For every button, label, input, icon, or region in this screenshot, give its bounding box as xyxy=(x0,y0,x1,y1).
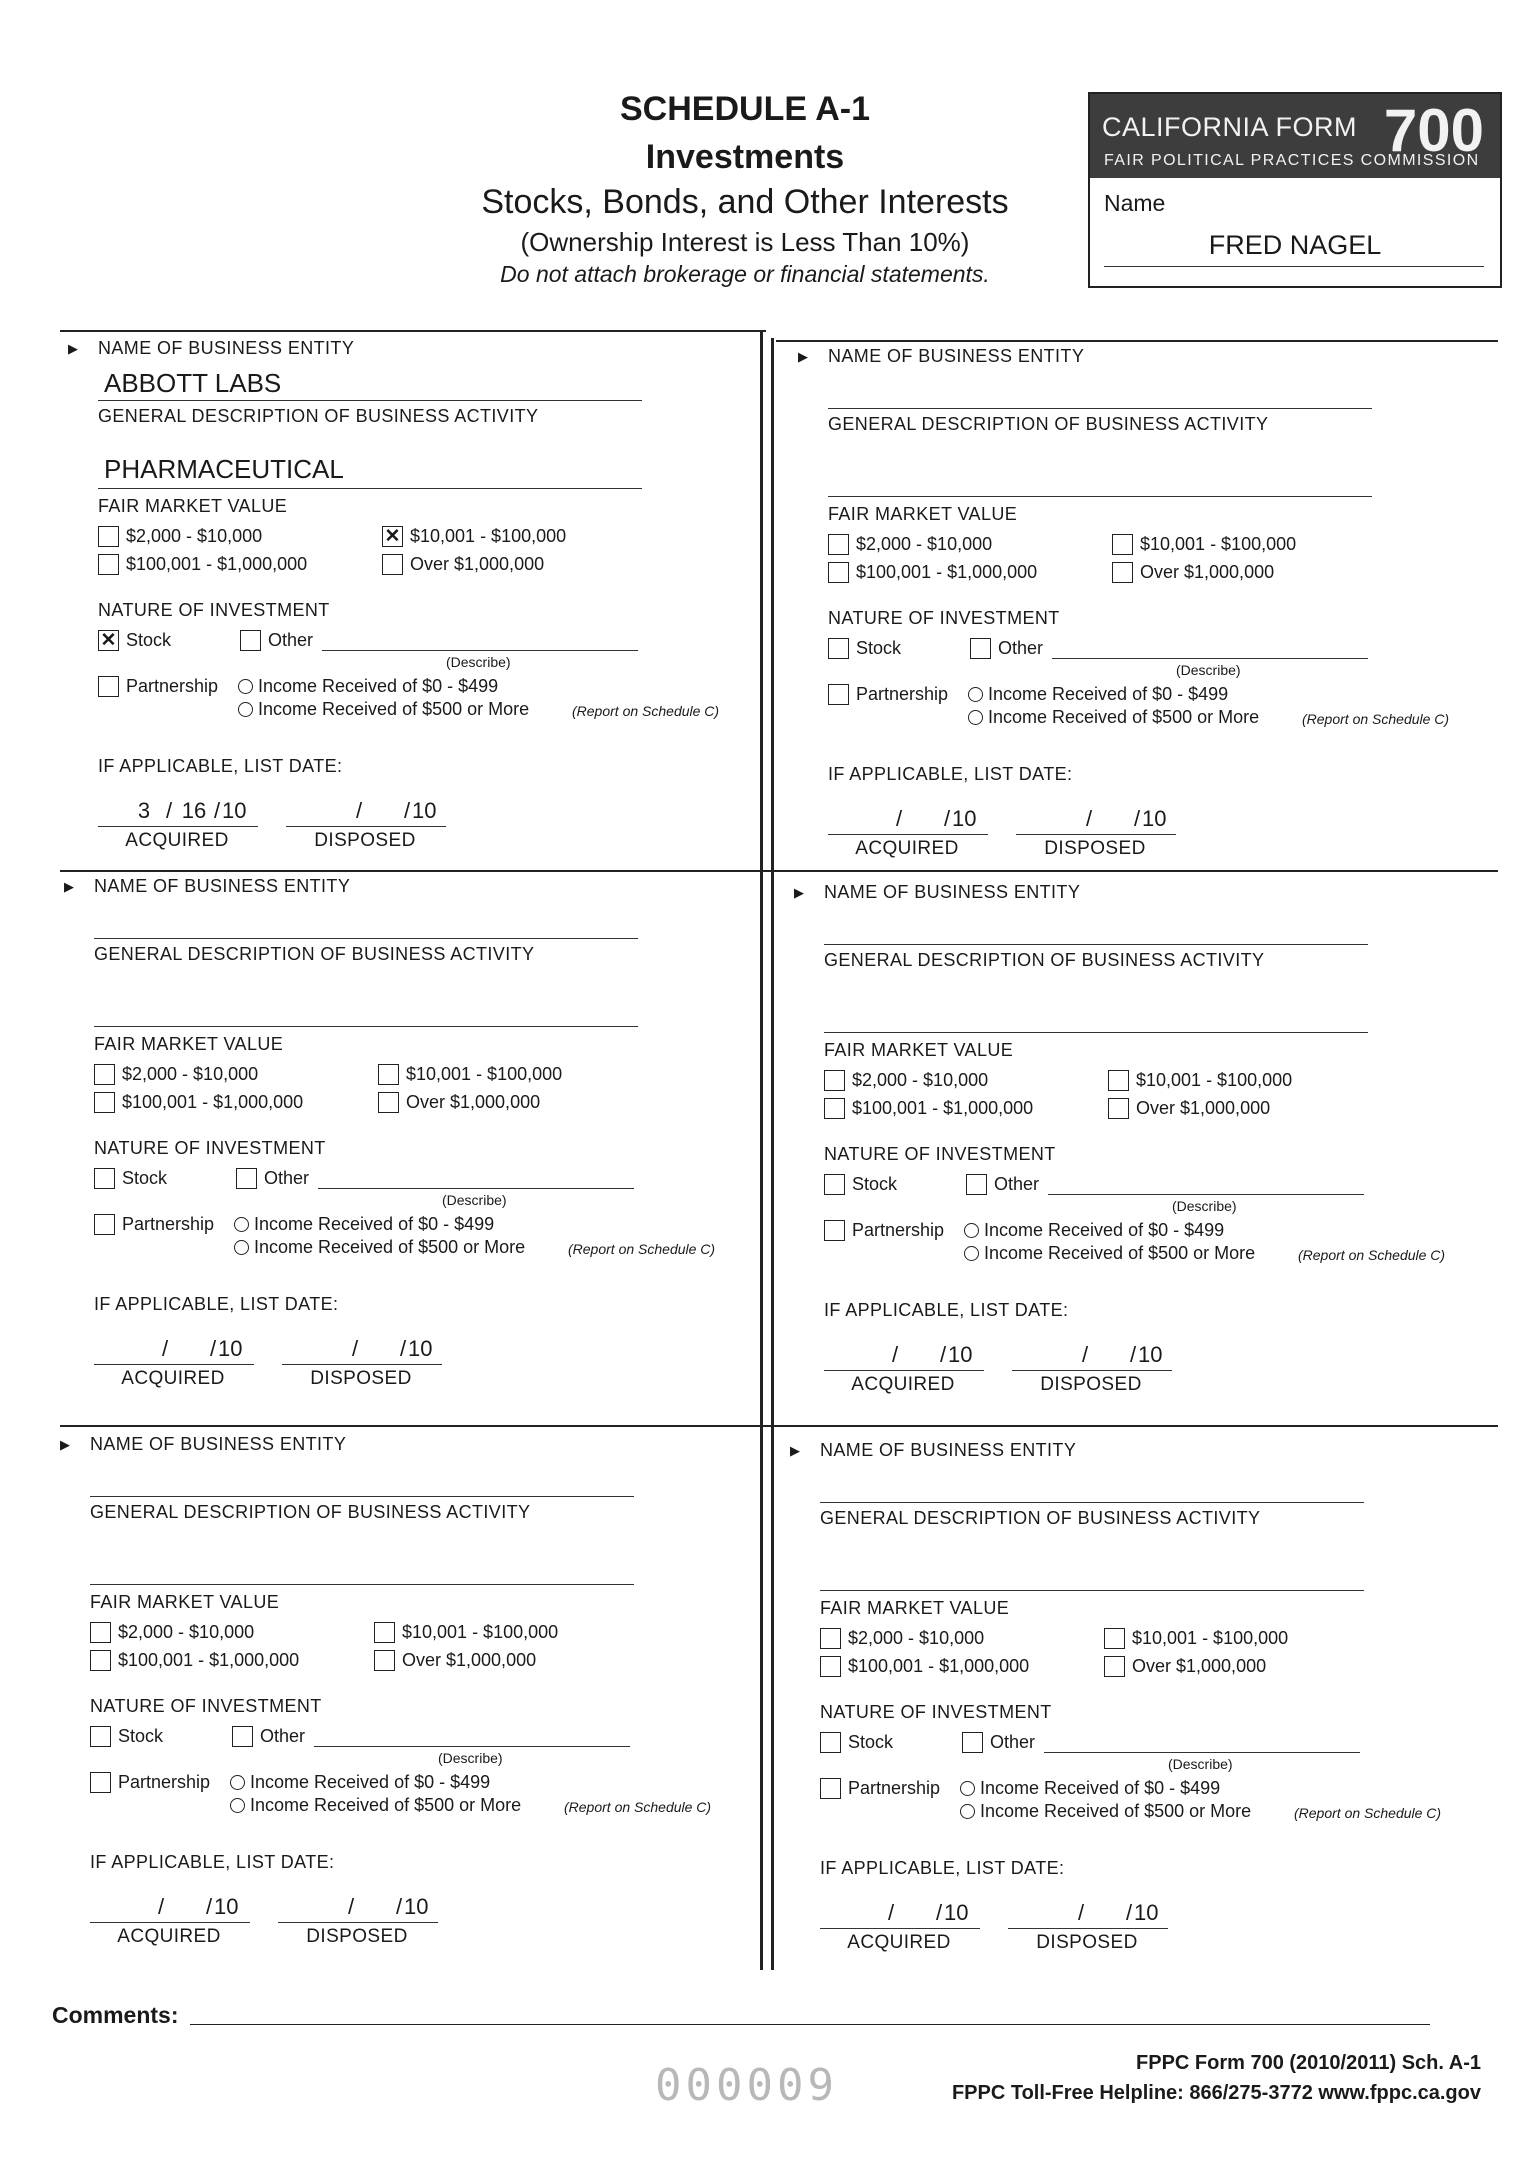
fmv-option-label: $10,001 - $100,000 xyxy=(1132,1628,1289,1648)
fmv-checkbox-10k-100k[interactable] xyxy=(374,1622,395,1643)
grid-column-divider-a xyxy=(760,330,763,1970)
acquired-underline xyxy=(90,1922,250,1923)
investment-panel-4 xyxy=(786,878,1476,1418)
list-date-label: IF APPLICABLE, LIST DATE: xyxy=(98,756,343,776)
partnership-checkbox[interactable] xyxy=(94,1214,115,1235)
acquired-year: 10 xyxy=(952,806,977,831)
list-date-label: IF APPLICABLE, LIST DATE: xyxy=(820,1858,1065,1878)
arrow-right-icon: ▶ xyxy=(798,349,808,364)
partnership-label: Partnership xyxy=(118,1772,211,1792)
income-low-label: Income Received of $0 - $499 xyxy=(988,684,1229,704)
date-separator: / xyxy=(1078,1900,1085,1925)
comments-field[interactable] xyxy=(190,2024,1430,2025)
acquired-label: ACQUIRED xyxy=(117,1926,221,1947)
schedule-c-note: (Report on Schedule C) xyxy=(1294,1805,1442,1821)
income-high-radio[interactable] xyxy=(238,702,253,717)
stock-checkbox[interactable] xyxy=(90,1726,111,1747)
date-separator: / xyxy=(896,806,903,831)
other-label: Other xyxy=(264,1168,310,1188)
stock-checkbox[interactable] xyxy=(828,638,849,659)
date-separator: / xyxy=(352,1336,359,1361)
schedule-c-note: (Report on Schedule C) xyxy=(564,1799,712,1815)
entity-name-underline xyxy=(98,400,642,401)
disposed-label: DISPOSED xyxy=(310,1368,412,1389)
other-describe-underline xyxy=(1044,1752,1360,1753)
fmv-option-label: $100,001 - $1,000,000 xyxy=(848,1656,1030,1676)
activity-field[interactable]: PHARMACEUTICAL xyxy=(104,454,344,484)
fmv-checkbox-2k-10k[interactable] xyxy=(98,526,119,547)
schedule-c-note: (Report on Schedule C) xyxy=(568,1241,716,1257)
fmv-checkbox-100k-1m[interactable] xyxy=(98,554,119,575)
stock-checkbox[interactable] xyxy=(820,1732,841,1753)
entity-label: NAME OF BUSINESS ENTITY xyxy=(90,1434,347,1454)
activity-label: GENERAL DESCRIPTION OF BUSINESS ACTIVITY xyxy=(90,1502,531,1522)
fmv-checkbox-100k-1m[interactable] xyxy=(94,1092,115,1113)
stock-label: Stock xyxy=(852,1174,898,1194)
activity-label: GENERAL DESCRIPTION OF BUSINESS ACTIVITY xyxy=(98,406,539,426)
income-low-radio[interactable] xyxy=(968,687,983,702)
income-high-label: Income Received of $500 or More xyxy=(258,699,530,719)
acquired-year: 10 xyxy=(222,798,247,823)
income-high-label: Income Received of $500 or More xyxy=(984,1243,1256,1263)
income-low-radio[interactable] xyxy=(230,1775,245,1790)
income-low-radio[interactable] xyxy=(964,1223,979,1238)
fmv-option-label: $100,001 - $1,000,000 xyxy=(852,1098,1034,1118)
acquired-month-field[interactable]: 3 xyxy=(137,798,151,823)
disposed-year: 10 xyxy=(1142,806,1167,831)
disposed-label: DISPOSED xyxy=(1040,1374,1142,1395)
grid-row-divider-2 xyxy=(60,1425,1498,1427)
describe-caption: (Describe) xyxy=(446,654,511,670)
investment-panel-2 xyxy=(790,342,1480,882)
filer-name-field[interactable]: FRED NAGEL xyxy=(1208,230,1382,260)
form-reference: FPPC Form 700 (2010/2011) Sch. A-1 xyxy=(1136,2052,1481,2074)
fmv-checkbox-over-1m[interactable] xyxy=(1108,1098,1129,1119)
income-high-label: Income Received of $500 or More xyxy=(980,1801,1252,1821)
acquired-label: ACQUIRED xyxy=(125,830,229,851)
disposed-underline xyxy=(278,1922,438,1923)
activity-label: GENERAL DESCRIPTION OF BUSINESS ACTIVITY xyxy=(828,414,1269,434)
fmv-checkbox-10k-100k[interactable] xyxy=(1104,1628,1125,1649)
stock-label: Stock xyxy=(122,1168,168,1188)
disposed-year: 10 xyxy=(1138,1342,1163,1367)
nature-label: NATURE OF INVESTMENT xyxy=(828,608,1060,628)
entity-name-underline xyxy=(824,944,1368,945)
arrow-right-icon: ▶ xyxy=(794,885,804,900)
entity-label: NAME OF BUSINESS ENTITY xyxy=(828,346,1085,366)
ownership-note: (Ownership Interest is Less Than 10%) xyxy=(520,227,970,257)
disposed-label: DISPOSED xyxy=(306,1926,408,1947)
fmv-option-label: $2,000 - $10,000 xyxy=(126,526,263,546)
fmv-checkbox-100k-1m[interactable] xyxy=(828,562,849,583)
nature-label: NATURE OF INVESTMENT xyxy=(94,1138,326,1158)
arrow-right-icon: ▶ xyxy=(60,1437,70,1452)
fmv-checkbox-100k-1m[interactable] xyxy=(90,1650,111,1671)
entity-label: NAME OF BUSINESS ENTITY xyxy=(94,876,351,896)
nature-label: NATURE OF INVESTMENT xyxy=(98,600,330,620)
other-checkbox[interactable] xyxy=(232,1726,253,1747)
income-high-label: Income Received of $500 or More xyxy=(254,1237,526,1257)
list-date-label: IF APPLICABLE, LIST DATE: xyxy=(828,764,1073,784)
arrow-right-icon: ▶ xyxy=(68,341,78,356)
fmv-checkbox-10k-100k[interactable]: ✕ xyxy=(382,526,403,547)
grid-top-left-rule xyxy=(60,330,766,332)
income-high-radio[interactable] xyxy=(964,1246,979,1261)
fmv-option-label: $100,001 - $1,000,000 xyxy=(118,1650,300,1670)
date-separator: / xyxy=(158,1894,165,1919)
stock-label: Stock xyxy=(118,1726,164,1746)
fmv-checkbox-over-1m[interactable] xyxy=(374,1650,395,1671)
disposed-year: 10 xyxy=(412,798,437,823)
fmv-option-label: $100,001 - $1,000,000 xyxy=(126,554,308,574)
fmv-label: FAIR MARKET VALUE xyxy=(820,1598,1010,1618)
fmv-checkbox-2k-10k[interactable] xyxy=(828,534,849,555)
describe-caption: (Describe) xyxy=(438,1750,503,1766)
activity-underline xyxy=(824,1032,1368,1033)
acquired-underline xyxy=(828,834,988,835)
fmv-label: FAIR MARKET VALUE xyxy=(90,1592,280,1612)
disposed-underline xyxy=(1012,1370,1172,1371)
date-separator: / xyxy=(1126,1900,1133,1925)
investment-panel-6 xyxy=(782,1436,1472,1976)
form-id-header xyxy=(1090,94,1500,178)
describe-caption: (Describe) xyxy=(1172,1198,1237,1214)
income-high-radio[interactable] xyxy=(960,1804,975,1819)
fmv-option-label: $2,000 - $10,000 xyxy=(848,1628,985,1648)
other-checkbox[interactable] xyxy=(236,1168,257,1189)
entity-label: NAME OF BUSINESS ENTITY xyxy=(820,1440,1077,1460)
activity-label: GENERAL DESCRIPTION OF BUSINESS ACTIVITY xyxy=(824,950,1265,970)
form-id-box xyxy=(1088,92,1502,288)
partnership-checkbox[interactable] xyxy=(98,676,119,697)
partnership-label: Partnership xyxy=(848,1778,941,1798)
date-separator: / xyxy=(936,1900,943,1925)
fmv-option-label: Over $1,000,000 xyxy=(1132,1656,1267,1676)
income-low-radio[interactable] xyxy=(238,679,253,694)
fmv-option-label: Over $1,000,000 xyxy=(1140,562,1275,582)
income-low-label: Income Received of $0 - $499 xyxy=(250,1772,491,1792)
other-describe-underline xyxy=(314,1746,630,1747)
investment-panel-5 xyxy=(52,1430,742,1970)
filer-name-underline xyxy=(1104,266,1484,267)
activity-underline xyxy=(94,1026,638,1027)
other-describe-underline xyxy=(318,1188,634,1189)
stock-label: Stock xyxy=(126,630,172,650)
acquired-underline xyxy=(98,826,258,827)
fmv-checkbox-100k-1m[interactable] xyxy=(824,1098,845,1119)
date-separator: / xyxy=(888,1900,895,1925)
date-separator: / xyxy=(348,1894,355,1919)
list-date-label: IF APPLICABLE, LIST DATE: xyxy=(94,1294,339,1314)
acquired-year: 10 xyxy=(944,1900,969,1925)
arrow-right-icon: ▶ xyxy=(790,1443,800,1458)
income-low-radio[interactable] xyxy=(234,1217,249,1232)
disposed-year: 10 xyxy=(408,1336,433,1361)
fmv-checkbox-2k-10k[interactable] xyxy=(820,1628,841,1649)
acquired-underline xyxy=(94,1364,254,1365)
fmv-option-label: $100,001 - $1,000,000 xyxy=(856,562,1038,582)
acquired-underline xyxy=(820,1928,980,1929)
acquired-label: ACQUIRED xyxy=(121,1368,225,1389)
other-checkbox[interactable] xyxy=(966,1174,987,1195)
fmv-option-label: Over $1,000,000 xyxy=(406,1092,541,1112)
fmv-option-label: $2,000 - $10,000 xyxy=(856,534,993,554)
nature-label: NATURE OF INVESTMENT xyxy=(820,1702,1052,1722)
arrow-right-icon: ▶ xyxy=(64,879,74,894)
fmv-option-label: Over $1,000,000 xyxy=(402,1650,537,1670)
list-date-label: IF APPLICABLE, LIST DATE: xyxy=(824,1300,1069,1320)
acquired-label: ACQUIRED xyxy=(855,838,959,859)
activity-underline xyxy=(828,496,1372,497)
activity-underline xyxy=(820,1590,1364,1591)
date-separator: / xyxy=(940,1342,947,1367)
income-low-label: Income Received of $0 - $499 xyxy=(980,1778,1221,1798)
acquired-year: 10 xyxy=(218,1336,243,1361)
commission-name: FAIR POLITICAL PRACTICES COMMISSION xyxy=(1104,152,1480,169)
other-describe-underline xyxy=(322,650,638,651)
disposed-underline xyxy=(1016,834,1176,835)
list-date-label: IF APPLICABLE, LIST DATE: xyxy=(90,1852,335,1872)
entity-name-underline xyxy=(94,938,638,939)
fmv-option-label: $2,000 - $10,000 xyxy=(852,1070,989,1090)
entity-name-field[interactable]: ABBOTT LABS xyxy=(104,368,282,398)
date-separator: / xyxy=(206,1894,213,1919)
fmv-checkbox-2k-10k[interactable] xyxy=(94,1064,115,1085)
date-separator: / xyxy=(1086,806,1093,831)
date-separator: / xyxy=(162,1336,169,1361)
date-separator: / xyxy=(1130,1342,1137,1367)
partnership-checkbox[interactable] xyxy=(828,684,849,705)
investment-panel-1 xyxy=(60,334,750,874)
other-label: Other xyxy=(994,1174,1040,1194)
disposed-label: DISPOSED xyxy=(314,830,416,851)
fmv-option-label: $100,001 - $1,000,000 xyxy=(122,1092,304,1112)
fmv-option-label: Over $1,000,000 xyxy=(1136,1098,1271,1118)
partnership-checkbox[interactable] xyxy=(820,1778,841,1799)
date-separator: / xyxy=(210,1336,217,1361)
describe-caption: (Describe) xyxy=(1168,1756,1233,1772)
income-high-radio[interactable] xyxy=(968,710,983,725)
stock-checkbox[interactable] xyxy=(824,1174,845,1195)
fmv-label: FAIR MARKET VALUE xyxy=(98,496,288,516)
acquired-day-field[interactable]: 16 xyxy=(181,798,207,823)
fmv-option-label: $10,001 - $100,000 xyxy=(410,526,567,546)
disposed-label: DISPOSED xyxy=(1036,1932,1138,1953)
entity-name-underline xyxy=(828,408,1372,409)
form-title: CALIFORNIA FORM xyxy=(1102,112,1358,142)
schedule-c-note: (Report on Schedule C) xyxy=(572,703,720,719)
fmv-checkbox-10k-100k[interactable] xyxy=(1108,1070,1129,1091)
fmv-checkbox-over-1m[interactable] xyxy=(382,554,403,575)
disposed-underline xyxy=(1008,1928,1168,1929)
other-checkbox[interactable] xyxy=(962,1732,983,1753)
partnership-label: Partnership xyxy=(856,684,949,704)
comments-label: Comments: xyxy=(52,2002,179,2028)
entity-name-underline xyxy=(820,1502,1364,1503)
investment-panel-3 xyxy=(56,872,746,1412)
fmv-option-label: $10,001 - $100,000 xyxy=(1136,1070,1293,1090)
activity-label: GENERAL DESCRIPTION OF BUSINESS ACTIVITY xyxy=(94,944,535,964)
fmv-checkbox-10k-100k[interactable] xyxy=(1112,534,1133,555)
other-label: Other xyxy=(268,630,314,650)
date-separator: / xyxy=(356,798,363,823)
income-low-label: Income Received of $0 - $499 xyxy=(258,676,499,696)
date-separator: / xyxy=(166,798,173,823)
schedule-subtitle: Investments xyxy=(645,138,845,176)
acquired-label: ACQUIRED xyxy=(851,1374,955,1395)
income-high-radio[interactable] xyxy=(234,1240,249,1255)
disposed-year: 10 xyxy=(1134,1900,1159,1925)
activity-underline xyxy=(90,1584,634,1585)
fmv-option-label: $10,001 - $100,000 xyxy=(1140,534,1297,554)
describe-caption: (Describe) xyxy=(1176,662,1241,678)
fmv-checkbox-2k-10k[interactable] xyxy=(90,1622,111,1643)
disposed-underline xyxy=(282,1364,442,1365)
nature-label: NATURE OF INVESTMENT xyxy=(90,1696,322,1716)
fmv-checkbox-100k-1m[interactable] xyxy=(820,1656,841,1677)
form-number: 700 xyxy=(1383,97,1484,164)
page-stamp: 000009 xyxy=(655,2060,838,2111)
acquired-year: 10 xyxy=(214,1894,239,1919)
partnership-checkbox[interactable] xyxy=(90,1772,111,1793)
fmv-option-label: $10,001 - $100,000 xyxy=(406,1064,563,1084)
fmv-checkbox-over-1m[interactable] xyxy=(1104,1656,1125,1677)
date-separator: / xyxy=(892,1342,899,1367)
partnership-label: Partnership xyxy=(126,676,219,696)
fmv-option-label: $2,000 - $10,000 xyxy=(118,1622,255,1642)
fmv-checkbox-2k-10k[interactable] xyxy=(824,1070,845,1091)
other-label: Other xyxy=(260,1726,306,1746)
fmv-label: FAIR MARKET VALUE xyxy=(828,504,1018,524)
date-separator: / xyxy=(396,1894,403,1919)
date-separator: / xyxy=(214,798,221,823)
fmv-option-label: $10,001 - $100,000 xyxy=(402,1622,559,1642)
stock-checkbox[interactable]: ✕ xyxy=(98,630,119,651)
income-high-label: Income Received of $500 or More xyxy=(250,1795,522,1815)
fmv-checkbox-10k-100k[interactable] xyxy=(378,1064,399,1085)
other-label: Other xyxy=(998,638,1044,658)
nature-label: NATURE OF INVESTMENT xyxy=(824,1144,1056,1164)
income-high-label: Income Received of $500 or More xyxy=(988,707,1260,727)
fmv-checkbox-over-1m[interactable] xyxy=(1112,562,1133,583)
other-describe-underline xyxy=(1052,658,1368,659)
date-separator: / xyxy=(400,1336,407,1361)
schedule-title: SCHEDULE A-1 xyxy=(620,90,870,128)
income-low-label: Income Received of $0 - $499 xyxy=(254,1214,495,1234)
partnership-label: Partnership xyxy=(122,1214,215,1234)
other-describe-underline xyxy=(1048,1194,1364,1195)
entity-label: NAME OF BUSINESS ENTITY xyxy=(824,882,1081,902)
filer-name-label: Name xyxy=(1104,190,1166,216)
instruction-note: Do not attach brokerage or financial statements. xyxy=(500,261,990,287)
schedule-category: Stocks, Bonds, and Other Interests xyxy=(481,183,1009,221)
entity-name-underline xyxy=(90,1496,634,1497)
fmv-label: FAIR MARKET VALUE xyxy=(94,1034,284,1054)
income-low-radio[interactable] xyxy=(960,1781,975,1796)
describe-caption: (Describe) xyxy=(442,1192,507,1208)
fmv-label: FAIR MARKET VALUE xyxy=(824,1040,1014,1060)
fmv-option-label: Over $1,000,000 xyxy=(410,554,545,574)
fmv-checkbox-over-1m[interactable] xyxy=(378,1092,399,1113)
partnership-label: Partnership xyxy=(852,1220,945,1240)
schedule-c-note: (Report on Schedule C) xyxy=(1302,711,1450,727)
date-separator: / xyxy=(1082,1342,1089,1367)
activity-underline xyxy=(98,488,642,489)
stock-checkbox[interactable] xyxy=(94,1168,115,1189)
date-separator: / xyxy=(1134,806,1141,831)
stock-label: Stock xyxy=(848,1732,894,1752)
income-high-radio[interactable] xyxy=(230,1798,245,1813)
date-separator: / xyxy=(944,806,951,831)
activity-label: GENERAL DESCRIPTION OF BUSINESS ACTIVITY xyxy=(820,1508,1261,1528)
other-checkbox[interactable] xyxy=(240,630,261,651)
acquired-label: ACQUIRED xyxy=(847,1932,951,1953)
schedule-c-note: (Report on Schedule C) xyxy=(1298,1247,1446,1263)
grid-column-divider-b xyxy=(771,338,774,1970)
acquired-year: 10 xyxy=(948,1342,973,1367)
partnership-checkbox[interactable] xyxy=(824,1220,845,1241)
helpline-info: FPPC Toll-Free Helpline: 866/275-3772 www.fppc.ca.gov xyxy=(951,2082,1481,2104)
stock-label: Stock xyxy=(856,638,902,658)
disposed-year: 10 xyxy=(404,1894,429,1919)
other-checkbox[interactable] xyxy=(970,638,991,659)
acquired-underline xyxy=(824,1370,984,1371)
entity-label: NAME OF BUSINESS ENTITY xyxy=(98,338,355,358)
date-separator: / xyxy=(404,798,411,823)
other-label: Other xyxy=(990,1732,1036,1752)
income-low-label: Income Received of $0 - $499 xyxy=(984,1220,1225,1240)
fmv-option-label: $2,000 - $10,000 xyxy=(122,1064,259,1084)
disposed-label: DISPOSED xyxy=(1044,838,1146,859)
disposed-underline xyxy=(286,826,446,827)
